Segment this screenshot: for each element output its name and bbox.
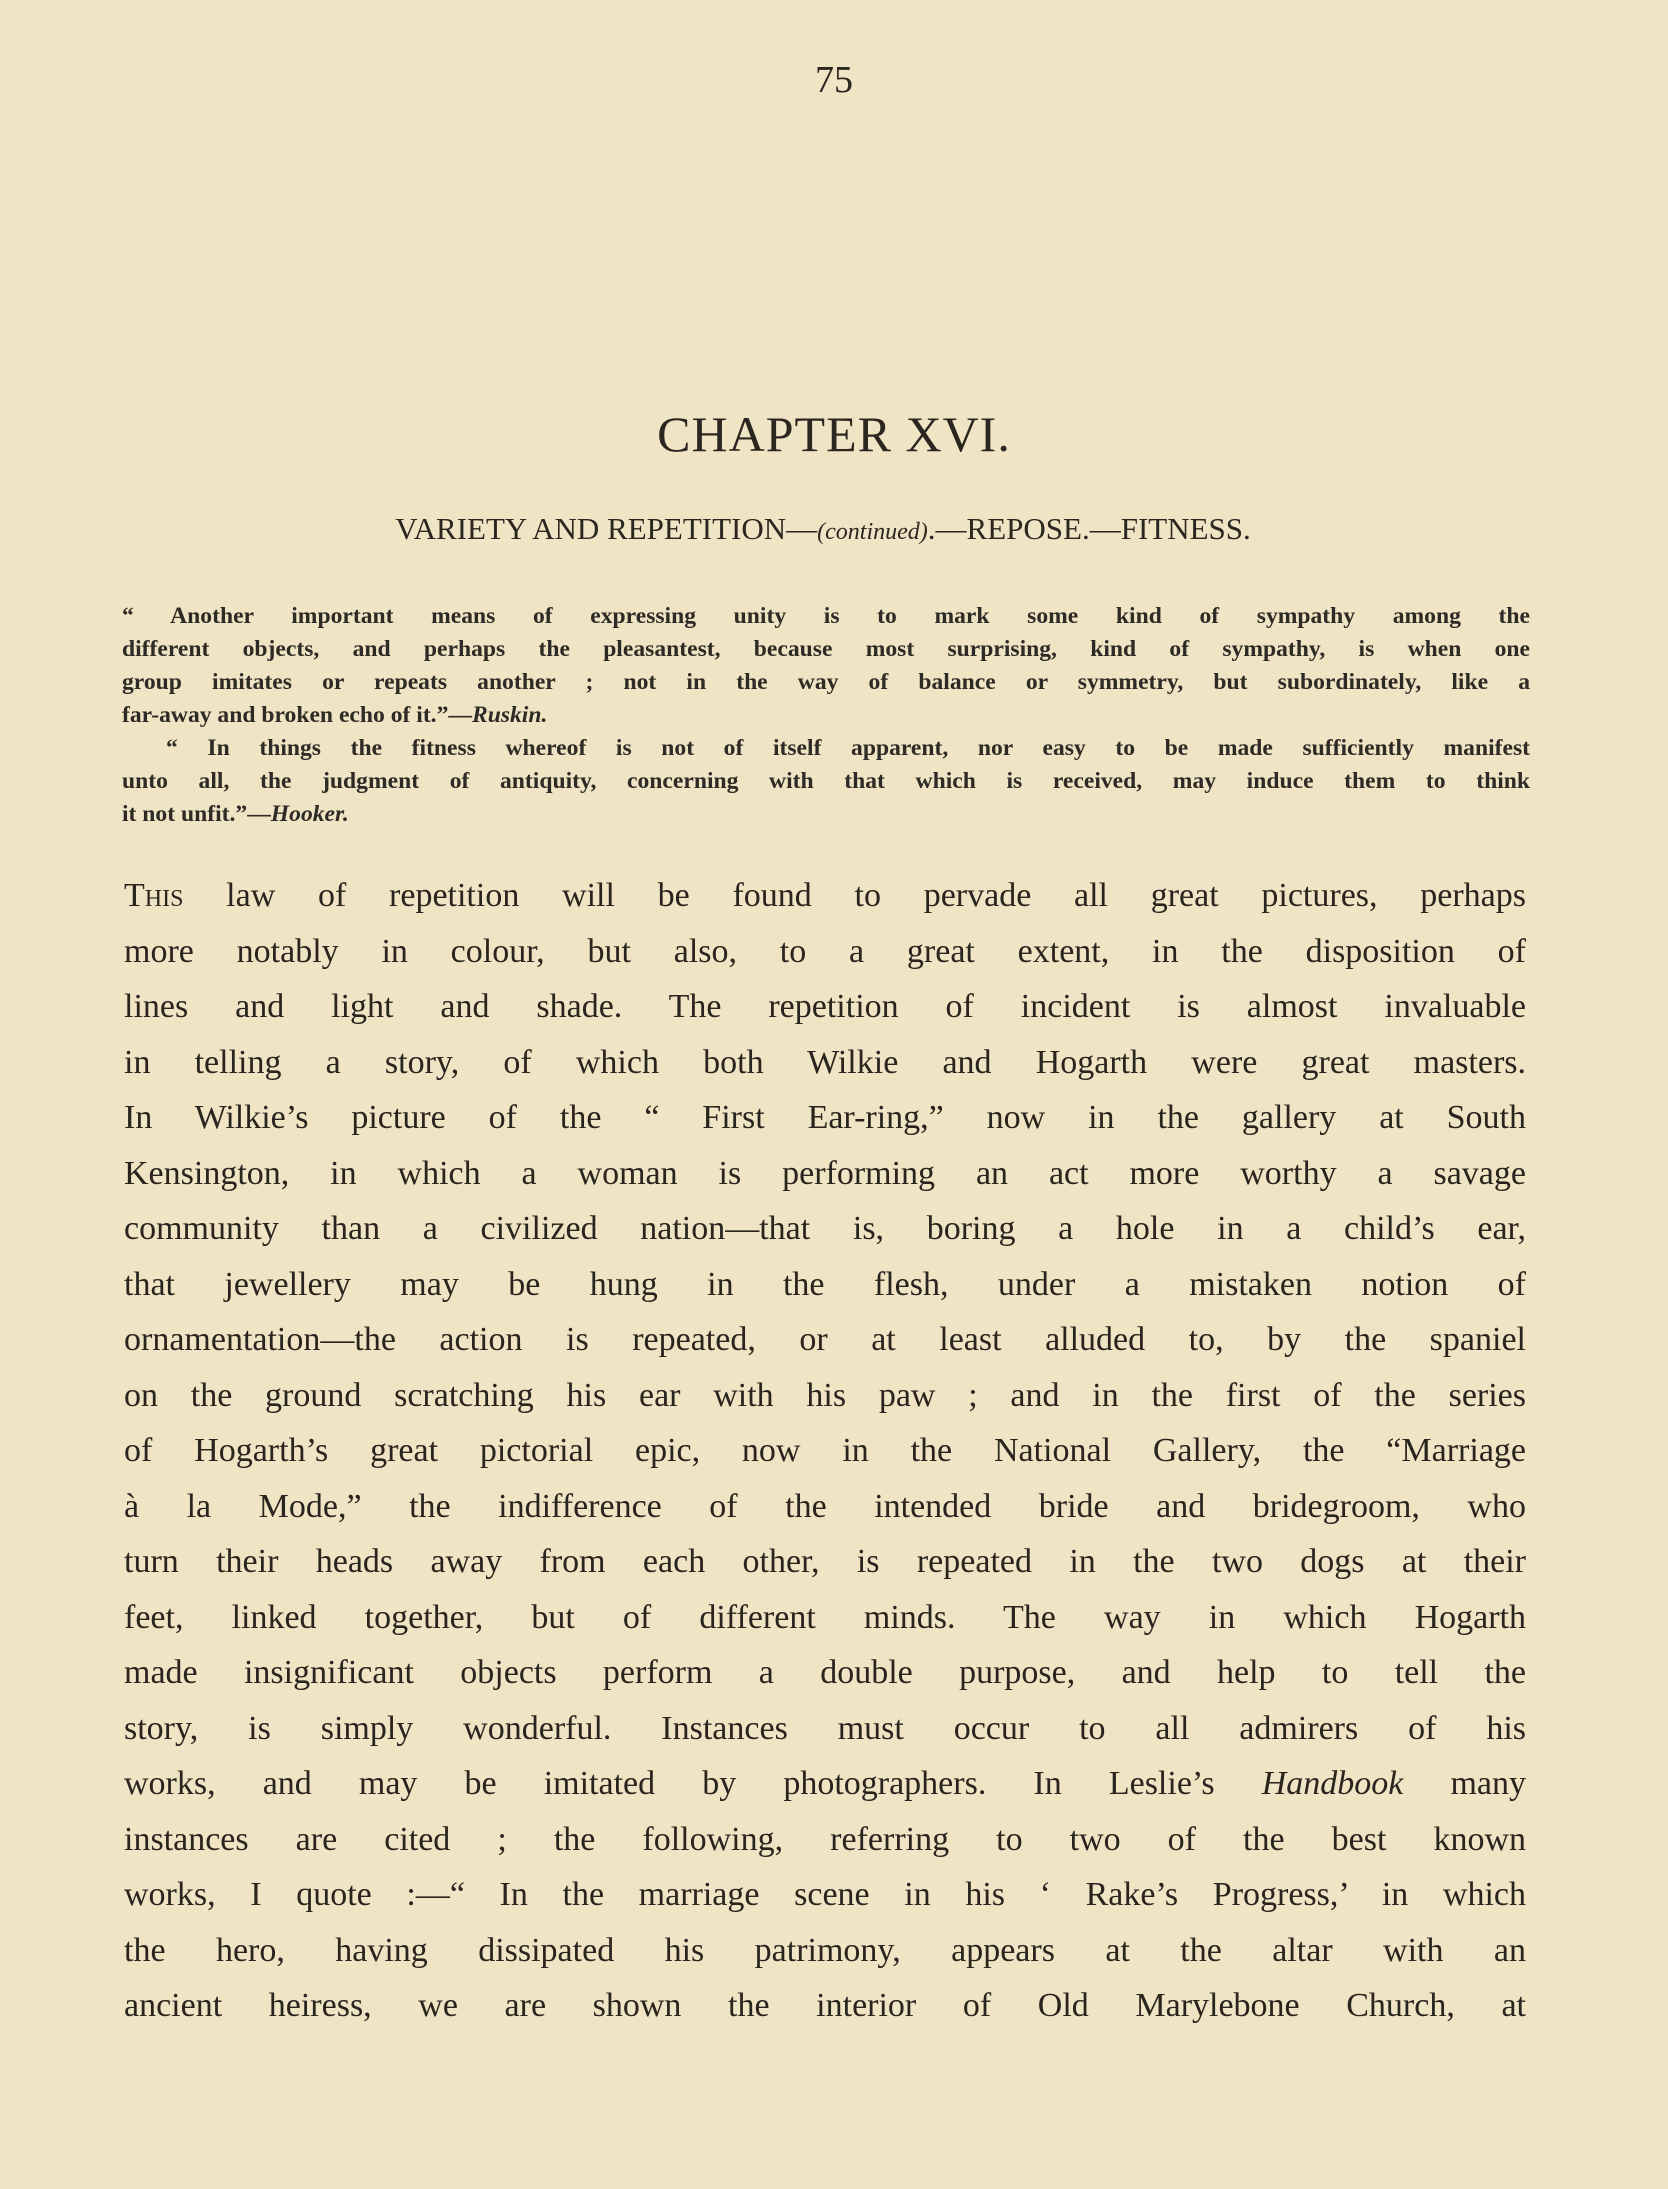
body-line [124, 1756, 1526, 1812]
body-line: the hero, having dissipated his patrimony, appears at the altar with an [124, 1931, 1526, 1969]
body-line: story, is simply wonderful. Instances must occur to all admirers of his [124, 1709, 1526, 1747]
body-line: in telling a story, of which both Wilkie and Hogarth were great masters. [124, 1043, 1526, 1081]
body-line: In Wilkie’s picture of the “ First Ear-ring,” now in the gallery at South [124, 1099, 1526, 1136]
subtitle-continued: (continued) [817, 519, 928, 545]
body-line: turn their heads away from each other, is repeated in the two dogs at their [124, 1543, 1526, 1580]
epigraph-line: different objects, and perhaps the pleasantest, because most surprising, kind of sympathy, is when one [122, 636, 1530, 662]
body-line: more notably in colour, but also, to a great extent, in the disposition of [124, 932, 1526, 970]
body-line: ornamentation—the action is repeated, or at least alluded to, by the spaniel [124, 1321, 1526, 1358]
body-first-word: This [124, 877, 184, 914]
body-line: feet, linked together, but of different minds. The way in which Hogarth [124, 1598, 1526, 1636]
chapter-subtitle [258, 511, 1388, 547]
subtitle-part-1: VARIETY AND REPETITION— [395, 511, 818, 546]
epigraph-line: unto all, the judgment of antiquity, concerning with that which is received, may induce them to think [122, 768, 1530, 794]
epigraph-line [122, 798, 1530, 831]
epigraph-attribution-hooker: Hooker. [270, 801, 349, 827]
epigraph-attribution-ruskin: Ruskin. [471, 702, 548, 728]
subtitle-part-2: .—REPOSE.—FITNESS. [927, 511, 1251, 546]
body-line: à la Mode,” the indifference of the intended bride and bridegroom, who [124, 1487, 1526, 1525]
book-title-handbook: Handbook [1261, 1765, 1404, 1802]
page-number: 75 [815, 59, 853, 101]
epigraph-text: far-away and broken echo of it.”— [122, 702, 472, 728]
chapter-title: CHAPTER XVI. [657, 406, 1011, 462]
body-line: made insignificant objects perform a double purpose, and help to tell the [124, 1654, 1526, 1691]
body-line: of Hogarth’s great pictorial epic, now in the National Gallery, the “Marriage [124, 1432, 1526, 1469]
epigraph-line: “ In things the fitness whereof is not of itself apparent, nor easy to be made sufficiently manifest [166, 735, 1530, 761]
body-line: instances are cited ; the following, referring to two of the best known [124, 1820, 1526, 1858]
body-line: lines and light and shade. The repetition of incident is almost invaluable [124, 988, 1526, 1025]
body-line: works, I quote :—“ In the marriage scene in his ‘ Rake’s Progress,’ in which [124, 1876, 1526, 1913]
body-text-run: works, and may be imitated by photographers. In Leslie’s [124, 1765, 1262, 1802]
epigraph-line: “ Another important means of expressing unity is to mark some kind of sympathy among the [122, 603, 1530, 629]
epigraph-text: it not unfit.”— [122, 801, 271, 827]
body-text-run: many [1403, 1765, 1526, 1802]
body-line: community than a civilized nation—that is, boring a hole in a child’s ear, [124, 1210, 1526, 1247]
body-text [124, 868, 1526, 2034]
epigraph [122, 600, 1530, 831]
body-text-run: law of repetition will be found to pervade all great pictures, perhaps [183, 877, 1526, 914]
body-line [124, 868, 1526, 924]
body-line: ancient heiress, we are shown the interior of Old Marylebone Church, at [124, 1987, 1526, 2024]
body-line: that jewellery may be hung in the flesh, under a mistaken notion of [124, 1265, 1526, 1303]
body-line: Kensington, in which a woman is performing an act more worthy a savage [124, 1154, 1526, 1192]
epigraph-line: group imitates or repeats another ; not in the way of balance or symmetry, but subordinately, like a [122, 669, 1530, 695]
epigraph-line [122, 699, 1530, 732]
body-line: on the ground scratching his ear with his paw ; and in the first of the series [124, 1376, 1526, 1414]
